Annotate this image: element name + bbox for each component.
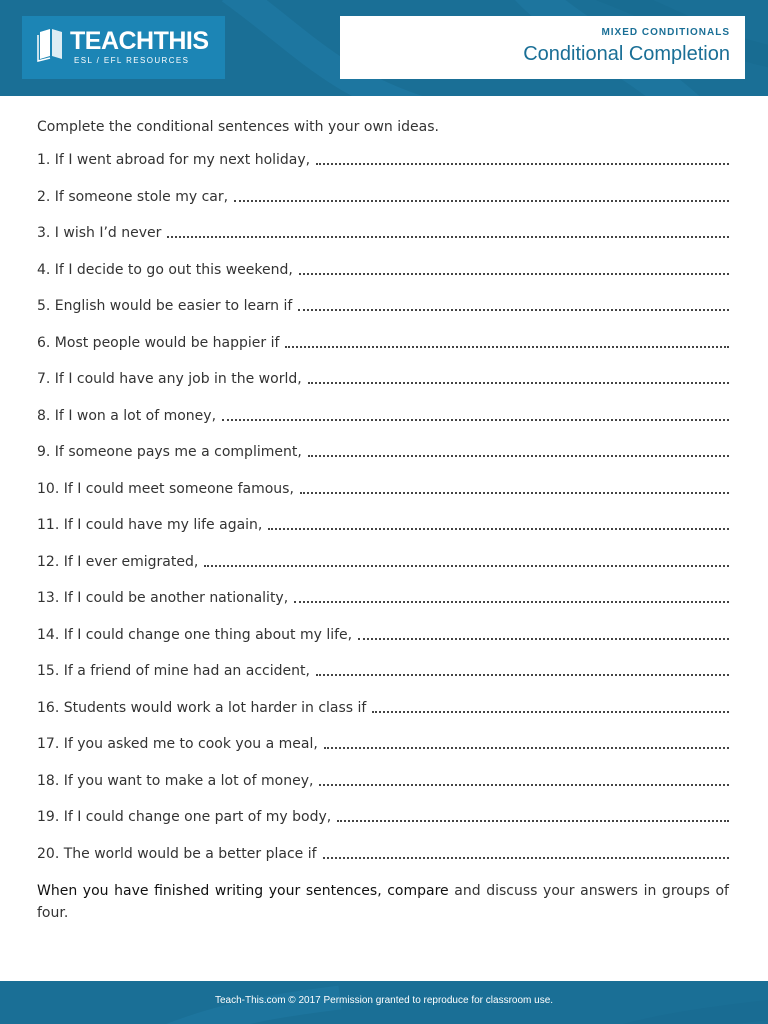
sentence-prompt: 16. Students would work a lot harder in class if	[37, 699, 367, 716]
answer-line[interactable]	[234, 198, 729, 202]
sentence-item	[37, 771, 729, 808]
answer-line[interactable]	[298, 307, 729, 311]
sentence-item	[37, 260, 729, 297]
sentence-item	[37, 150, 729, 187]
answer-line[interactable]	[204, 563, 729, 567]
answer-line[interactable]	[319, 782, 729, 786]
answer-line[interactable]	[337, 818, 729, 822]
answer-line[interactable]	[285, 344, 729, 348]
sentence-item	[37, 661, 729, 698]
sentence-item	[37, 515, 729, 552]
sentence-prompt: 9. If someone pays me a compliment,	[37, 444, 302, 460]
sentence-item	[37, 807, 729, 844]
sentence-item	[37, 369, 729, 406]
sentence-prompt: 3. I wish I’d never	[37, 225, 162, 241]
answer-line[interactable]	[268, 526, 729, 530]
answer-line[interactable]	[358, 636, 729, 640]
sentence-prompt: 15. If a friend of mine had an accident,	[37, 663, 310, 679]
sentence-item	[37, 442, 729, 479]
sentence-item	[37, 479, 729, 516]
sentence-prompt: 17. If you asked me to cook you a meal,	[37, 736, 318, 752]
answer-line[interactable]	[324, 745, 729, 749]
worksheet-title: Conditional Completion	[523, 43, 730, 65]
sentence-prompt: 5. English would be easier to learn if	[37, 298, 293, 314]
sentence-item	[37, 187, 729, 224]
page-header	[0, 0, 768, 96]
sentence-item	[37, 588, 729, 625]
title-panel	[340, 16, 745, 79]
answer-line[interactable]	[323, 855, 729, 859]
sentence-item	[37, 698, 729, 735]
closing-emphasis: When you have finished writing your sentences, compare	[37, 883, 449, 899]
answer-line[interactable]	[294, 599, 729, 603]
sentence-item	[37, 406, 729, 443]
sentence-prompt: 18. If you want to make a lot of money,	[37, 772, 314, 789]
answer-line[interactable]	[222, 417, 729, 421]
sentence-item	[37, 625, 729, 662]
answer-line[interactable]	[299, 271, 729, 275]
sentence-prompt: 13. If I could be another nationality,	[37, 590, 289, 606]
teachthis-logo	[22, 16, 225, 79]
sentence-prompt: 19. If I could change one part of my body,	[37, 809, 332, 825]
sentence-prompt: 8. If I won a lot of money,	[37, 407, 217, 424]
answer-line[interactable]	[316, 161, 729, 165]
sentence-item	[37, 844, 729, 881]
page-footer	[0, 981, 768, 1024]
answer-line[interactable]	[308, 380, 729, 384]
answer-line[interactable]	[308, 453, 729, 457]
copyright-notice: Teach-This.com © 2017 Permission granted to reproduce for classroom use.	[214, 995, 554, 1006]
sentence-prompt: 7. If I could have any job in the world,	[37, 371, 302, 387]
sentence-prompt: 11. If I could have my life again,	[37, 517, 263, 533]
sentence-prompt: 2. If someone stole my car,	[37, 188, 229, 205]
sentence-list	[37, 150, 729, 880]
sentence-prompt: 4. If I decide to go out this weekend,	[37, 261, 293, 278]
sentence-prompt: 1. If I went abroad for my next holiday,	[37, 152, 311, 168]
logo-tagline: ESL / EFL RESOURCES	[74, 56, 190, 65]
sentence-prompt: 20. The world would be a better place if	[37, 845, 317, 862]
answer-line[interactable]	[167, 234, 729, 238]
sentence-item	[37, 296, 729, 333]
sentence-item	[37, 333, 729, 370]
sentence-item	[37, 223, 729, 260]
answer-line[interactable]	[316, 672, 729, 676]
open-book-icon	[36, 26, 66, 62]
worksheet-body	[37, 117, 729, 924]
sentence-prompt: 12. If I ever emigrated,	[37, 553, 199, 570]
sentence-item	[37, 552, 729, 589]
closing-instructions	[37, 880, 729, 924]
instructions: Complete the conditional sentences with your own ideas.	[37, 119, 439, 135]
logo-wordmark: TEACHTHIS	[70, 27, 209, 55]
sentence-prompt: 10. If I could meet someone famous,	[37, 480, 294, 497]
sentence-prompt: 6. Most people would be happier if	[37, 334, 280, 351]
closing-rest: and discuss your answers in groups of four.	[37, 883, 729, 921]
sentence-prompt: 14. If I could change one thing about my life,	[37, 626, 353, 643]
answer-line[interactable]	[372, 709, 729, 713]
sentence-item	[37, 734, 729, 771]
worksheet-category: MIXED CONDITIONALS	[601, 27, 730, 38]
answer-line[interactable]	[300, 490, 729, 494]
